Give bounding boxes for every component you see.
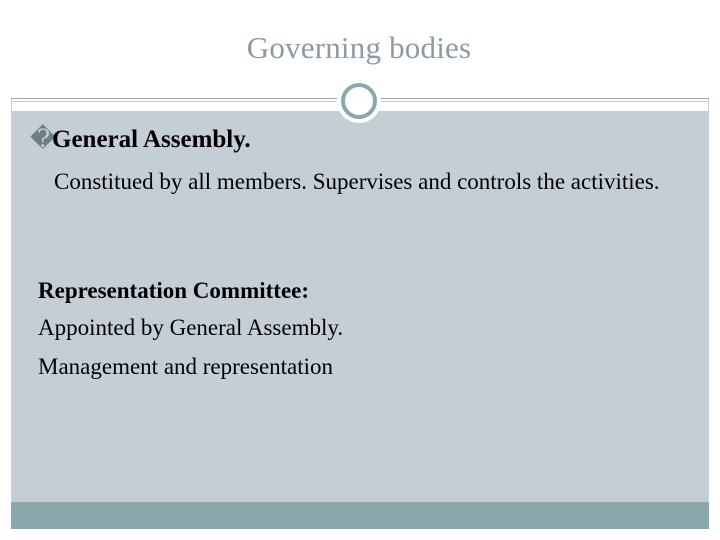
bullet-marker-icon: � xyxy=(30,126,56,153)
ring-ornament-icon xyxy=(341,83,377,119)
bullet-heading-general-assembly xyxy=(30,124,251,154)
bullet-heading-label: General Assembly. xyxy=(52,126,251,153)
appointed-line: Appointed by General Assembly. xyxy=(38,315,344,340)
slide-title: Governing bodies xyxy=(246,30,472,65)
representation-committee-heading: Representation Committee: xyxy=(38,278,310,303)
footer-bar xyxy=(11,502,709,529)
bullet-body-text: Constitued by all members. Supervises and controls the activities. xyxy=(54,169,660,194)
management-line: Management and representation xyxy=(38,354,334,379)
